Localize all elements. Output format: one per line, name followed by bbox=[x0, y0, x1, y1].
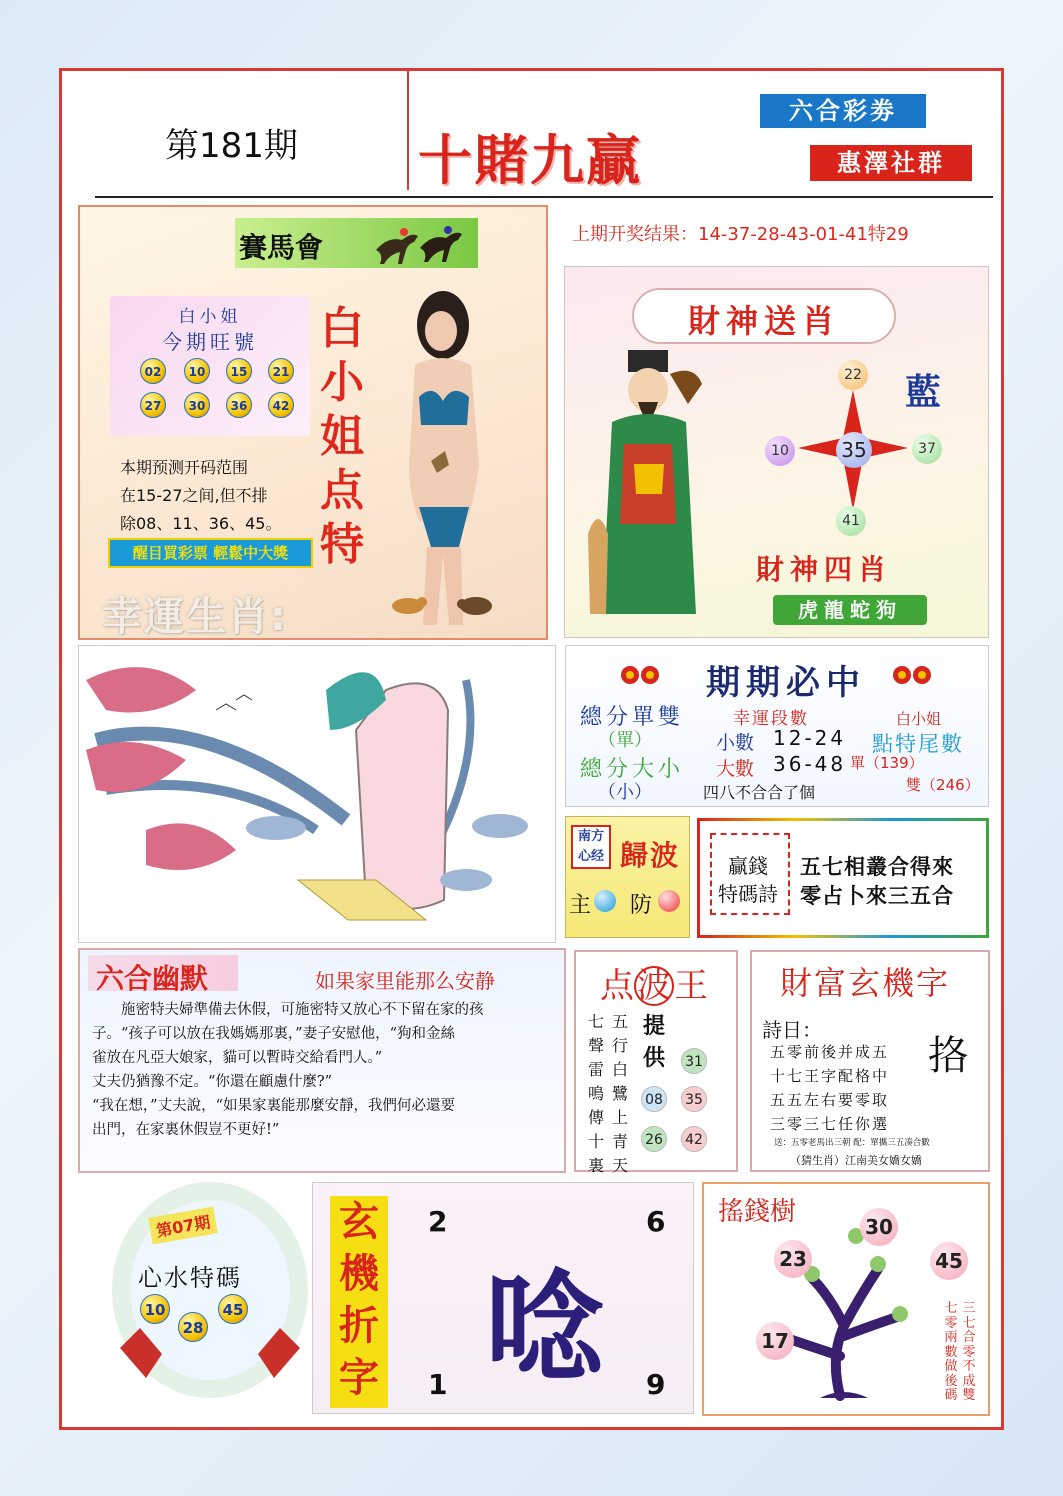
heart-ball: 28 bbox=[178, 1312, 208, 1342]
card-title-hot-numbers: 今期旺號 bbox=[162, 330, 258, 354]
humor-line: 子。“孩子可以放在我媽媽那裏，”妻子安慰他，“狗和金絲 bbox=[92, 1026, 455, 1042]
fortune-note: 送：五零老馬出三朝 配：單攜三五凑合數 bbox=[774, 1138, 930, 1148]
big-small-value: （小） bbox=[598, 782, 652, 803]
odd-tail: 單（139） bbox=[850, 754, 924, 772]
color-hint: 藍 bbox=[905, 371, 942, 413]
tiger-icon bbox=[388, 592, 428, 620]
riddle-ball: 31 bbox=[681, 1048, 707, 1074]
split-char: 唸 bbox=[485, 1257, 605, 1398]
header-divider bbox=[407, 70, 409, 190]
poem-says-label: 詩日： bbox=[762, 1018, 822, 1042]
tree-poem-col2: 七零兩數做後碼 bbox=[944, 1301, 958, 1403]
number-ball: 42 bbox=[268, 392, 294, 418]
fortune-big-char: 挌 bbox=[928, 1033, 968, 1079]
big-small-label: 總分大小 bbox=[580, 757, 685, 782]
poem-line2: 零占卜來三五合 bbox=[800, 884, 954, 908]
coin-icon bbox=[620, 664, 660, 686]
prediction-line: 本期预测开码范围 bbox=[120, 458, 249, 477]
odd-even-value: （單） bbox=[598, 730, 652, 751]
humor-body bbox=[92, 998, 554, 1142]
tree-ball: 23 bbox=[774, 1240, 812, 1278]
odd-even-label: 總分單雙 bbox=[580, 705, 685, 730]
fortune-word-title: 財富玄機字 bbox=[780, 964, 951, 1002]
corner-number: 9 bbox=[646, 1368, 666, 1401]
riddle-ball: 26 bbox=[641, 1126, 667, 1152]
prediction-line: 在15-27之间,但不排 bbox=[120, 486, 268, 505]
split-char-tag bbox=[330, 1196, 388, 1408]
zodiac-bar bbox=[773, 595, 927, 625]
must-win-title: 期期必中 bbox=[706, 663, 866, 703]
header-rule bbox=[95, 196, 993, 198]
defend-label: 防 bbox=[630, 893, 653, 918]
lucky-zodiac-label: 幸運生肖: bbox=[102, 594, 288, 640]
riddle-column-a: 七聲雷鳴傳十裏 bbox=[587, 1012, 604, 1175]
humor-line: 施密特夫婦準備去休假，可施密特又放心不下留在家的孩 bbox=[121, 1002, 484, 1018]
vertical-title: 白小姐点特 bbox=[320, 303, 364, 570]
number-ball: 15 bbox=[226, 358, 252, 384]
fortune-guess: （猜生肖）江南美女嬌女嬌 bbox=[790, 1154, 922, 1167]
poem-label-line1: 贏錢 bbox=[728, 854, 768, 878]
slogan-bar bbox=[108, 538, 313, 568]
number-ball: 02 bbox=[140, 358, 166, 384]
riddle-ball: 35 bbox=[681, 1086, 707, 1112]
poem-label-line2: 特碼詩 bbox=[718, 882, 778, 906]
miss-bai-label: 白小姐 bbox=[896, 710, 942, 728]
boar-icon bbox=[456, 592, 496, 620]
bird-rock-illustration bbox=[86, 650, 550, 938]
fortune-line: 十七王字配格中 bbox=[770, 1067, 890, 1085]
main-label: 主 bbox=[569, 893, 592, 918]
tag-lottery: 六合彩劵 bbox=[760, 94, 926, 128]
red-wave-ball bbox=[658, 890, 680, 912]
number-ball: 36 bbox=[226, 392, 252, 418]
riddle-ball: 08 bbox=[641, 1086, 667, 1112]
model-figure bbox=[375, 285, 505, 630]
humor-line: 出門，在家裏休假豈不更好!” bbox=[92, 1122, 280, 1138]
slogan-text: 醒目買彩票 輕鬆中大獎 bbox=[132, 544, 289, 562]
split-char-tag-text: 玄機折字 bbox=[339, 1198, 379, 1401]
wave-tag: 南方心经 bbox=[571, 825, 611, 869]
number-ball: 10 bbox=[184, 358, 210, 384]
god-four-label: 財神四肖 bbox=[756, 553, 893, 586]
number-ball: 21 bbox=[268, 358, 294, 384]
fortune-poem bbox=[770, 1040, 889, 1136]
top-number: 22 bbox=[838, 360, 868, 390]
big-range: 36-48 bbox=[773, 752, 847, 776]
tree-ball: 45 bbox=[930, 1242, 968, 1280]
heart-ball: 45 bbox=[218, 1294, 248, 1324]
zodiac-text: 虎龍蛇狗 bbox=[798, 598, 902, 622]
tail-number-title: 點特尾數 bbox=[872, 732, 964, 756]
tree-ball: 30 bbox=[860, 1208, 898, 1246]
riddle-ball: 42 bbox=[681, 1126, 707, 1152]
last-draw-result: 上期开奖结果：14-37-28-43-01-41特29 bbox=[572, 224, 909, 245]
bottom-number: 41 bbox=[836, 506, 866, 536]
lucky-range-head: 幸運段數 bbox=[733, 709, 809, 729]
god-banner-text: 財神送肖 bbox=[687, 302, 840, 340]
coin-icon bbox=[892, 664, 932, 686]
provide-label: 提供 bbox=[642, 1013, 665, 1071]
humor-line: 雀放在凡亞大娘家，貓可以暫時交給看門人。” bbox=[92, 1050, 383, 1066]
humor-line: 丈夫仍猶豫不定。“你還在顧慮什麼?” bbox=[92, 1074, 333, 1090]
heart-issue-label: 第07期 bbox=[148, 1206, 218, 1244]
heart-title: 心水特碼 bbox=[138, 1264, 242, 1292]
god-of-wealth-figure bbox=[584, 344, 714, 624]
center-number: 35 bbox=[836, 432, 872, 468]
riddle-column-b: 五行白鷺上青天 bbox=[611, 1012, 628, 1175]
fortune-line: 五五左右要零取 bbox=[770, 1091, 890, 1109]
issue-number: 第181期 bbox=[165, 126, 298, 166]
fortune-line: 五零前後并成五 bbox=[770, 1043, 890, 1061]
money-tree-title: 搖錢樹 bbox=[718, 1197, 797, 1227]
no-combo-text: 四八不合合了個 bbox=[703, 783, 816, 802]
tree-poem-col1: 三七合零不成雙 bbox=[962, 1301, 976, 1403]
god-banner bbox=[632, 288, 896, 344]
corner-number: 1 bbox=[428, 1368, 448, 1401]
humor-title: 六合幽默 bbox=[96, 962, 209, 995]
right-number: 37 bbox=[912, 434, 942, 464]
humor-line: “我在想，”丈夫說，“如果家裏能那麼安靜，我們何必還要 bbox=[92, 1098, 455, 1114]
fortune-line: 三零三七任你選 bbox=[770, 1115, 890, 1133]
humor-subtitle: 如果家里能那么安静 bbox=[315, 969, 495, 993]
poem-line1: 五七相叢合得來 bbox=[800, 855, 954, 879]
left-number: 10 bbox=[765, 436, 795, 466]
humor-title-bar bbox=[88, 955, 238, 995]
even-tail: 雙（246） bbox=[906, 776, 980, 794]
horse-racing-icon bbox=[368, 220, 473, 268]
prediction-text bbox=[120, 454, 320, 538]
wave-title: 歸波 bbox=[620, 839, 681, 872]
wave-king-title-pre: 点 bbox=[600, 966, 634, 1006]
brand-title: 十賭九贏 bbox=[418, 128, 642, 192]
tag-community: 惠澤社群 bbox=[810, 145, 972, 181]
number-ball: 30 bbox=[184, 392, 210, 418]
small-range: 12-24 bbox=[773, 726, 847, 750]
corner-number: 2 bbox=[428, 1205, 448, 1238]
wave-king-title-post: 王 bbox=[674, 966, 708, 1006]
blue-wave-ball bbox=[594, 890, 616, 912]
corner-number: 6 bbox=[646, 1205, 666, 1238]
prediction-line: 除08、11、36、45。 bbox=[120, 514, 282, 533]
small-label: 小數 bbox=[716, 732, 755, 754]
horse-banner-text: 賽馬會 bbox=[239, 231, 324, 264]
card-title-miss-bai: 白小姐 bbox=[178, 307, 242, 327]
number-ball: 27 bbox=[140, 392, 166, 418]
big-label: 大數 bbox=[716, 758, 755, 780]
wave-king-title bbox=[600, 958, 708, 1007]
wave-king-title-circle: 波 bbox=[634, 966, 674, 1006]
tree-ball: 17 bbox=[756, 1322, 794, 1360]
heart-ball: 10 bbox=[140, 1294, 170, 1324]
